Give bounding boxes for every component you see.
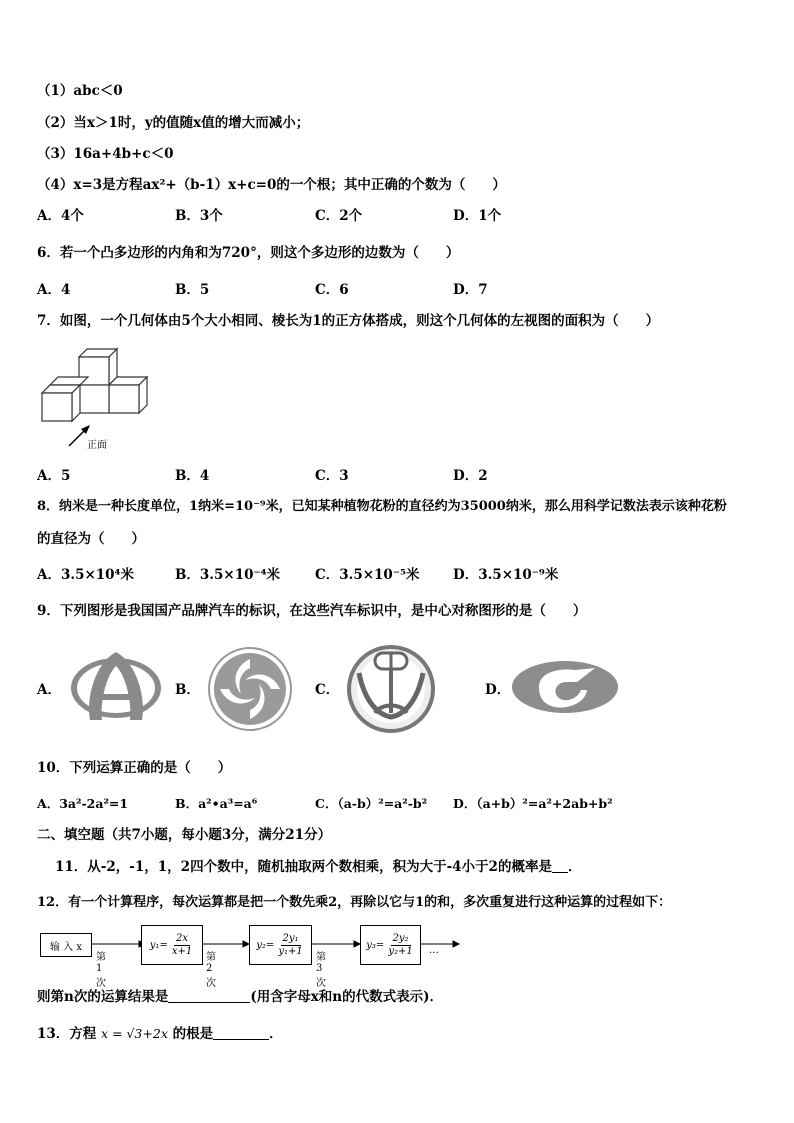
logo-d-icon xyxy=(511,660,619,718)
q12-answer-pre: 则第n次的运算结果是 xyxy=(37,989,169,1005)
q13-post: 的根是 xyxy=(172,1026,214,1042)
q9-option-b[interactable]: B． xyxy=(175,682,200,698)
q6-option-a[interactable]: A．4 xyxy=(37,282,71,298)
q7-front-label: 正面 xyxy=(87,440,107,451)
q8-stem-line1: 8．纳米是一种长度单位，1纳米=10⁻⁹米，已知某种植物花粉的直径约为35000纳米，那么用科学记数法表示该种花粉 xyxy=(37,499,727,514)
q11-end: ． xyxy=(567,859,582,875)
q7-option-b[interactable]: B．4 xyxy=(175,468,210,484)
q5-option-a[interactable]: A．4个 xyxy=(37,208,84,224)
q5-item-4: （4）x=3是方程ax²+（b-1）x+c=0的一个根；其中正确的个数为（ ） xyxy=(37,177,506,193)
q13-pre: 13．方程 xyxy=(37,1026,97,1042)
flow-box-3: y₃= $\frac{\text{2y₂}}{\text{y₂+1}}$ xyxy=(360,925,421,965)
q10-stem: 10．下列运算正确的是（ ） xyxy=(37,760,232,776)
q9-option-a[interactable]: A． xyxy=(37,682,61,698)
flow-ellipsis: … xyxy=(429,945,439,956)
q11-text: 11．从-2，-1，1，2四个数中，随机抽取两个数相乘，积为大于-4小于2的概率是 xyxy=(55,859,552,875)
flow-box-2: y₂= $\frac{\text{2y₁}}{\text{y₁+1}}$ xyxy=(249,925,312,965)
q9-option-d[interactable]: D． xyxy=(485,682,511,698)
q7-option-a[interactable]: A．5 xyxy=(37,468,71,484)
q13-end: ． xyxy=(269,1026,283,1042)
q10-option-c[interactable]: C．（a-b）²=a²-b² xyxy=(315,796,428,811)
q8-option-c[interactable]: C．3.5×10⁻⁵米 xyxy=(315,567,420,583)
q9-option-c[interactable]: C． xyxy=(315,682,340,698)
q5-item-1: （1）abc＜0 xyxy=(37,83,123,99)
q7-cube-figure xyxy=(37,340,150,455)
q12-answer-line xyxy=(37,988,443,1006)
q8-option-b[interactable]: B．3.5×10⁻⁴米 xyxy=(175,567,281,583)
q8-option-a[interactable]: A．3.5×10⁴米 xyxy=(37,567,134,583)
q7-option-c[interactable]: C．3 xyxy=(315,468,349,484)
q13-answer-blank[interactable] xyxy=(213,1025,269,1040)
q8-stem-line2: 的直径为（ ） xyxy=(37,531,145,547)
logo-b-icon xyxy=(207,646,293,736)
q5-option-c[interactable]: C．2个 xyxy=(315,208,363,224)
q8-option-d[interactable]: D．3.5×10⁻⁹米 xyxy=(453,567,559,583)
q6-option-d[interactable]: D．7 xyxy=(453,282,488,298)
logo-c-icon xyxy=(345,643,437,739)
q5-item-2: （2）当x＞1时，y的值随x值的增大而减小； xyxy=(37,115,310,131)
q12-answer-post: (用含字母x和n的代数式表示)． xyxy=(250,989,443,1005)
q13-equation: x = √3+2x xyxy=(101,1026,168,1041)
logo-a-icon xyxy=(68,650,164,726)
q9-stem: 9．下列图形是我国国产品牌汽车的标识，在这些汽车标识中，是中心对称图形的是（ ） xyxy=(37,603,587,619)
flow-step-2: 第 2 次 xyxy=(206,952,216,989)
q10-option-a[interactable]: A．3a²-2a²=1 xyxy=(37,796,129,811)
q5-item-3: （3）16a+4b+c＜0 xyxy=(37,146,174,162)
q10-option-b[interactable]: B．a²•a³=a⁶ xyxy=(175,796,258,811)
q11-answer-blank[interactable] xyxy=(552,858,568,873)
flow-step-1: 第 1 次 xyxy=(96,952,106,989)
q5-option-b[interactable]: B．3个 xyxy=(175,208,223,224)
q6-stem: 6．若一个凸多边形的内角和为720°，则这个多边形的边数为（ ） xyxy=(37,245,460,261)
flow-step-3: 第 3 次 xyxy=(316,952,326,989)
q6-option-b[interactable]: B．5 xyxy=(175,282,210,298)
q7-stem: 7．如图，一个几何体由5个大小相同、棱长为1的正方体搭成，则这个几何体的左视图的面积为（ ） xyxy=(37,313,660,329)
q10-option-d[interactable]: D．（a+b）²=a²+2ab+b² xyxy=(453,796,613,811)
q11-stem xyxy=(55,858,581,876)
flow-input-box: 输 入 x xyxy=(40,933,92,957)
q5-option-d[interactable]: D．1个 xyxy=(453,208,502,224)
q7-option-d[interactable]: D．2 xyxy=(453,468,488,484)
q6-option-c[interactable]: C．6 xyxy=(315,282,349,298)
section-2-title: 二、填空题（共7小题，每小题3分，满分21分） xyxy=(37,827,332,843)
q12-stem: 12．有一个计算程序，每次运算都是把一个数先乘2，再除以它与1的和，多次重复进行这种运算的过程如下： xyxy=(37,895,672,910)
q12-answer-blank[interactable] xyxy=(168,988,250,1003)
flow-box-1: y₁= $\frac{2x}{x+1}$ xyxy=(141,925,203,965)
q13-line xyxy=(37,1025,283,1043)
